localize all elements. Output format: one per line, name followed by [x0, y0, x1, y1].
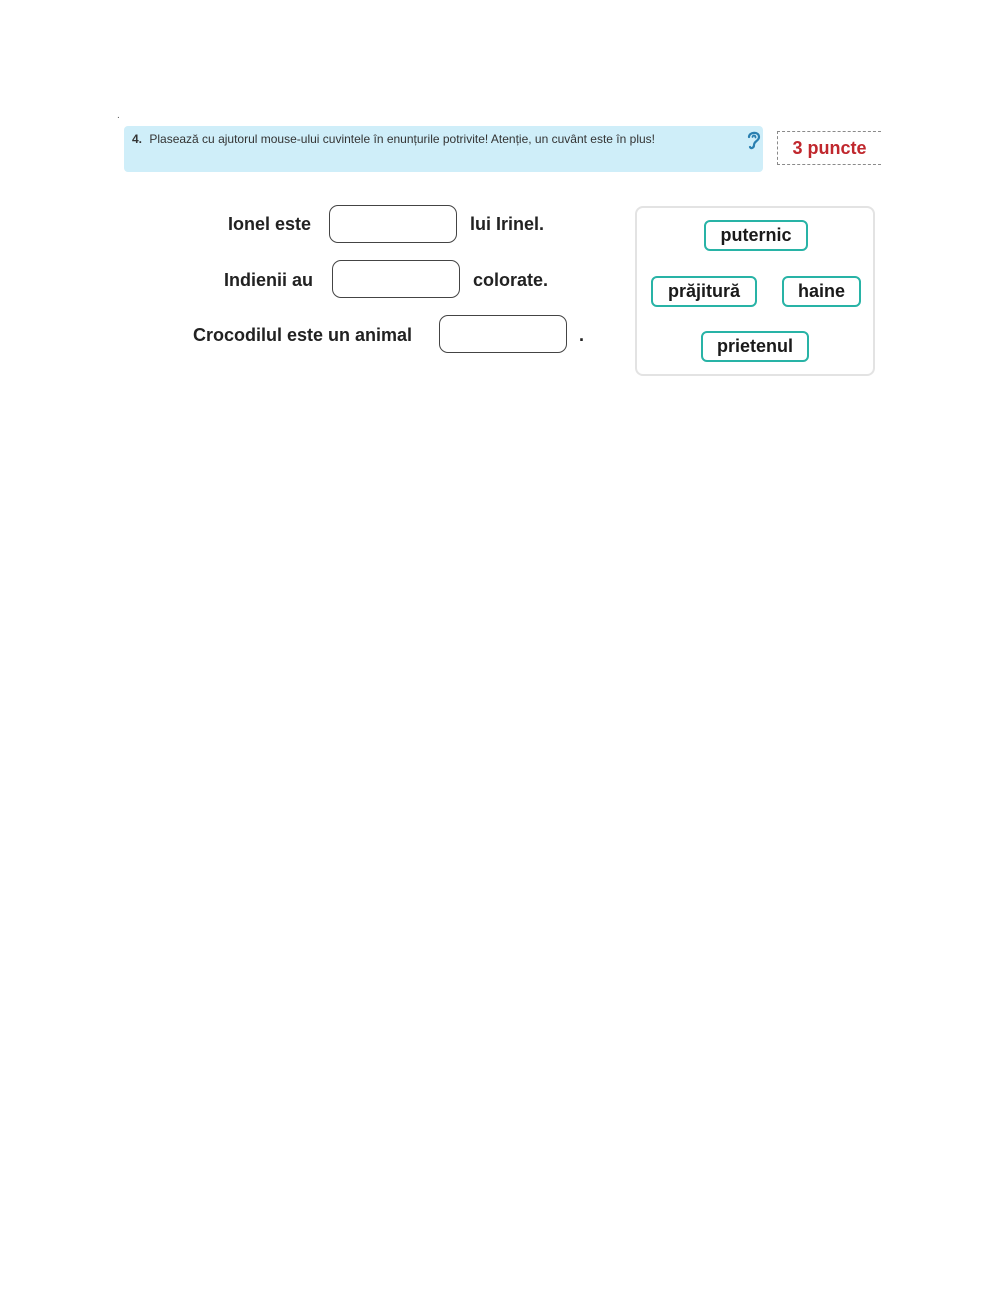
sentence-1-after: lui Irinel. — [470, 214, 545, 234]
sentence-2-before: Indienii au — [224, 270, 314, 290]
word-chip-prajitura[interactable]: prăjitură — [651, 276, 757, 307]
sentence-1-before: Ionel este — [228, 214, 312, 234]
sentence-3-after: . — [579, 325, 585, 345]
word-chip-puternic[interactable]: puternic — [704, 220, 808, 251]
word-chip-prietenul[interactable]: prietenul — [701, 331, 809, 362]
word-chip-haine[interactable]: haine — [782, 276, 861, 307]
instruction-bar — [124, 126, 763, 172]
sentence-2-after: colorate. — [473, 270, 549, 290]
stray-mark: . — [117, 110, 120, 121]
drop-slot-1[interactable] — [329, 205, 457, 243]
drop-slot-2[interactable] — [332, 260, 460, 298]
word-bank — [635, 206, 875, 376]
exercise-number: 4. — [132, 132, 143, 146]
ear-audio-icon[interactable] — [745, 129, 763, 151]
instruction-text: Plasează cu ajutorul mouse-ului cuvintele în enunțurile potrivite! Atenție, un cuvânt este în plus! — [149, 132, 655, 146]
drop-slot-3[interactable] — [439, 315, 567, 353]
points-badge — [777, 131, 881, 165]
sentence-3-before: Crocodilul este un animal — [193, 325, 413, 345]
points-label: 3 puncte — [792, 137, 867, 158]
